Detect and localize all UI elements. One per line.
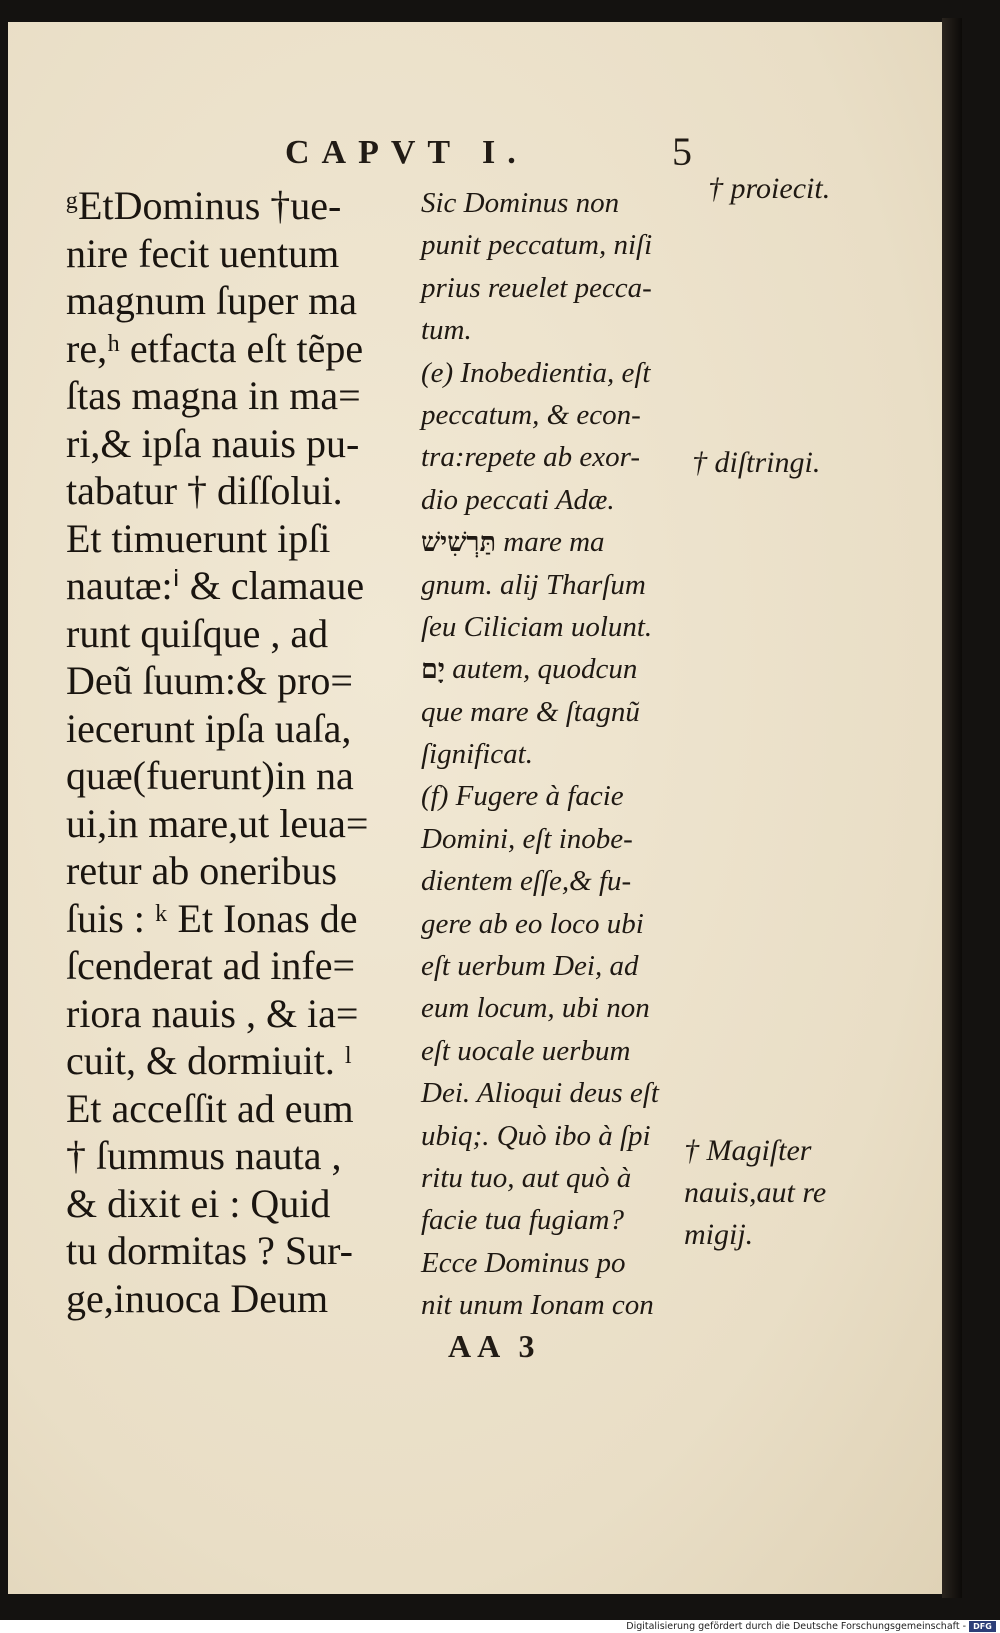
commentary-line: tra:repete ab exor-	[421, 441, 640, 474]
main-text-column	[66, 182, 418, 1322]
main-text-line: riora nauis , & ia=	[66, 990, 359, 1036]
margin-note-line: nauis,aut re	[684, 1176, 827, 1209]
main-text-line: ᵍEtDominus †ue-	[66, 183, 342, 228]
main-text-line: iecerunt ipſa uaſa,	[66, 705, 352, 751]
commentary-line: Ecce Dominus po	[421, 1246, 626, 1279]
commentary-text: autem, quodcun	[452, 653, 638, 686]
commentary-line: nit unum Ionam con	[421, 1289, 654, 1322]
commentary-line: gnum. alij Tharſum	[421, 568, 646, 601]
margin-note-magister	[684, 1130, 826, 1256]
main-text-line: ri,& ipſa nauis pu-	[66, 420, 360, 466]
commentary-line: dientem eſſe,& fu-	[421, 865, 632, 898]
page-edge	[942, 18, 962, 1598]
commentary-line: peccatum, & econ-	[421, 398, 641, 431]
funding-credit: Digitalisierung gefördert durch die Deutsche Forschungsgemeinschaft -	[626, 1621, 966, 1632]
hebrew-word-tarshish: תַּרְשִׁישׁ	[421, 527, 497, 558]
dfg-logo: DFG	[969, 1621, 996, 1632]
commentary-line: que mare & ſtagnũ	[421, 695, 640, 728]
commentary-line: Sic Dominus non	[421, 187, 620, 219]
margin-note-proiecit: † proiecit.	[708, 172, 831, 205]
commentary-line: tum.	[421, 314, 472, 347]
main-text-line: Deũ ſuum:& pro=	[66, 658, 353, 703]
main-text-line: ui,in mare,ut leua=	[66, 800, 369, 846]
main-text-line: cuit, & dormiuit. ˡ	[66, 1038, 352, 1083]
commentary-line: prius reuelet pecca-	[421, 271, 652, 304]
page-number: 5	[672, 129, 692, 174]
commentary-line-hebrew	[421, 648, 691, 690]
main-text-line: ſtas magna in ma=	[66, 373, 361, 418]
main-text-line: ſcenderat ad infe=	[66, 943, 356, 988]
commentary-line: Domini, eſt inobe-	[421, 822, 633, 855]
main-text-line: runt quiſque , ad	[66, 610, 329, 656]
commentary-line: ſeu Ciliciam uolunt.	[421, 610, 653, 643]
main-text-line: re,ʰ etfacta eſt tẽpe	[66, 325, 364, 371]
margin-note-line: † Magiſter	[684, 1134, 812, 1167]
margin-note-distringi: † diſtringi.	[692, 446, 821, 479]
commentary-line: punit peccatum, niſi	[421, 229, 653, 262]
main-text-line: & dixit ei : Quid	[66, 1180, 331, 1226]
running-title: CAPVT I.	[285, 134, 528, 171]
commentary-line: eſt uocale uerbum	[421, 1034, 631, 1067]
commentary-line: eum locum, ubi non	[421, 992, 650, 1025]
main-text-line: Et acceſſit ad eum	[66, 1085, 354, 1131]
signature-mark: AA 3	[448, 1328, 541, 1364]
hebrew-word-yam: יָם	[421, 654, 445, 685]
commentary-line: ubiq;. Quò ibo à ſpi	[421, 1119, 651, 1152]
commentary-text: mare ma	[503, 526, 605, 559]
main-text-line: nire fecit uentum	[66, 230, 340, 276]
commentary-line: ritu tuo, aut quò à	[421, 1161, 632, 1194]
commentary-line: (f) Fugere à facie	[421, 780, 624, 813]
commentary-line-hebrew	[421, 521, 691, 563]
main-text-line: ſuis : ᵏ Et Ionas de	[66, 895, 358, 941]
main-text-line: retur ab oneribus	[66, 848, 338, 893]
commentary-line: facie tua fugiam?	[421, 1204, 624, 1237]
main-text-line: ge,inuoca Deum	[66, 1275, 329, 1321]
main-text-line: tabatur † diſſolui.	[66, 468, 343, 513]
book-page	[8, 22, 942, 1594]
commentary-line: dio peccati Adæ.	[421, 483, 615, 516]
main-text-line: † ſummus nauta ,	[66, 1133, 342, 1178]
margin-note-line: migij.	[684, 1218, 754, 1251]
commentary-line: eſt uerbum Dei, ad	[421, 950, 639, 983]
main-text-line: magnum ſuper ma	[66, 278, 358, 323]
main-text-line: Et timuerunt ipſi	[66, 515, 331, 561]
commentary-line: ſignificat.	[421, 738, 533, 771]
commentary-line: Dei. Alioqui deus eſt	[421, 1077, 659, 1110]
main-text-line: nautæ:ⁱ & clamaue	[66, 563, 365, 608]
commentary-line: gere ab eo loco ubi	[421, 907, 644, 940]
commentary-line: (e) Inobedientia, eſt	[421, 356, 651, 389]
commentary-column	[421, 182, 691, 1327]
main-text-line: tu dormitas ? Sur-	[66, 1228, 353, 1273]
main-text-line: quæ(fuerunt)in na	[66, 753, 354, 798]
